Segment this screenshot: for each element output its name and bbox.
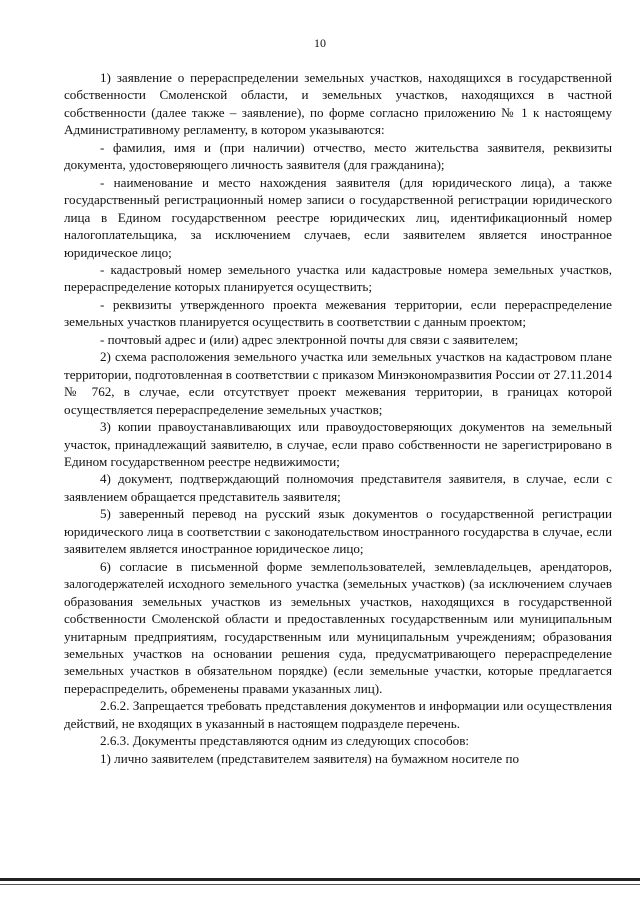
paragraph-land-scheme: 2) схема расположения земельного участка или земельных участков на кадастровом плане территории, подготовленная в соответствии с приказом Минэкономразвития России от 27.11.2014 № 762, в случае, если отсутствует проект межевания территории, в границах которой осуществляется перераспределение земельных участков; <box>64 349 612 417</box>
list-item-cadastral-number: - кадастровый номер земельного участка или кадастровые номера земельных участков, перераспределение которых планируется осуществить; <box>64 261 612 295</box>
section-2-6-2: 2.6.2. Запрещается требовать представления документов и информации или осуществления действий, не входящих в указанный в настоящем подразделе перечень. <box>64 698 612 731</box>
list-item-legal-entity: - наименование и место нахождения заявителя (для юридического лица), а также государственный регистрационный номер записи о государственной регистрации юридического лица в Едином государственном реестре юридических лиц, идентификационный номер налогоплательщика, за исключением случаев, если заявителем является иностранное юридическое лицо; <box>64 174 612 260</box>
page-bottom-border-thin <box>0 884 640 885</box>
section-2-6-3: 2.6.3. Документы представляются одним из следующих способов: <box>100 733 470 749</box>
list-item-full-name: - фамилия, имя и (при наличии) отчество, место жительства заявителя, реквизиты документа, удостоверяющего личность заявителя (для гражданина); <box>64 139 612 173</box>
paragraph-application: 1) заявление о перераспределении земельных участков, находящихся в государственной собственности Смоленской области, и земельных участков, находящихся в частной собственности (далее также – заявление), по форме согласно приложению № 1 к настоящему Административному регламенту, в котором указываются: <box>64 70 612 138</box>
paragraph-submission-in-person: 1) лично заявителем (представителем заявителя) на бумажном носителе по <box>100 750 519 766</box>
document-body <box>64 69 612 767</box>
paragraph-title-documents: 3) копии правоустанавливающих или правоудостоверяющих документов на земельный участок, принадлежащий заявителю, в случае, если право собственности не зарегистрировано в Едином государственном реестре недвижимости; <box>64 419 612 469</box>
paragraph-representative-authority: 4) документ, подтверждающий полномочия представителя заявителя, в случае, если с заявлением обращается представитель заявителя; <box>64 471 612 504</box>
list-item-postal-address: - почтовый адрес и (или) адрес электронной почты для связи с заявителем; <box>100 331 519 347</box>
paragraph-certified-translation: 5) заверенный перевод на русский язык документов о государственной регистрации юридического лица в соответствии с законодательством иностранного государства в случае, если заявителем является иностранное юридическое лицо; <box>64 506 612 557</box>
list-item-survey-project: - реквизиты утвержденного проекта межевания территории, если перераспределение земельных участков планируется осуществить в соответствии с данным проектом; <box>64 296 612 330</box>
page-number: 10 <box>314 36 326 50</box>
page-bottom-border <box>0 878 640 881</box>
paragraph-written-consent: 6) согласие в письменной форме землепользователей, землевладельцев, арендаторов, залогодержателей исходного земельного участка (земельных участков) (за исключением случаев образования земельных участков из земельных участков, находящихся в государственной собственности Смоленской области и предоставленных государственным или муниципальным унитарным предприятиям, государственным или муниципальным учреждениям; образования земельных участков на основании решения суда, предусматривающего перераспределение земельных участков в обязательном порядке) (если земельные участки, которые предлагается перераспределить, обременены правами указанных лиц). <box>64 558 612 696</box>
